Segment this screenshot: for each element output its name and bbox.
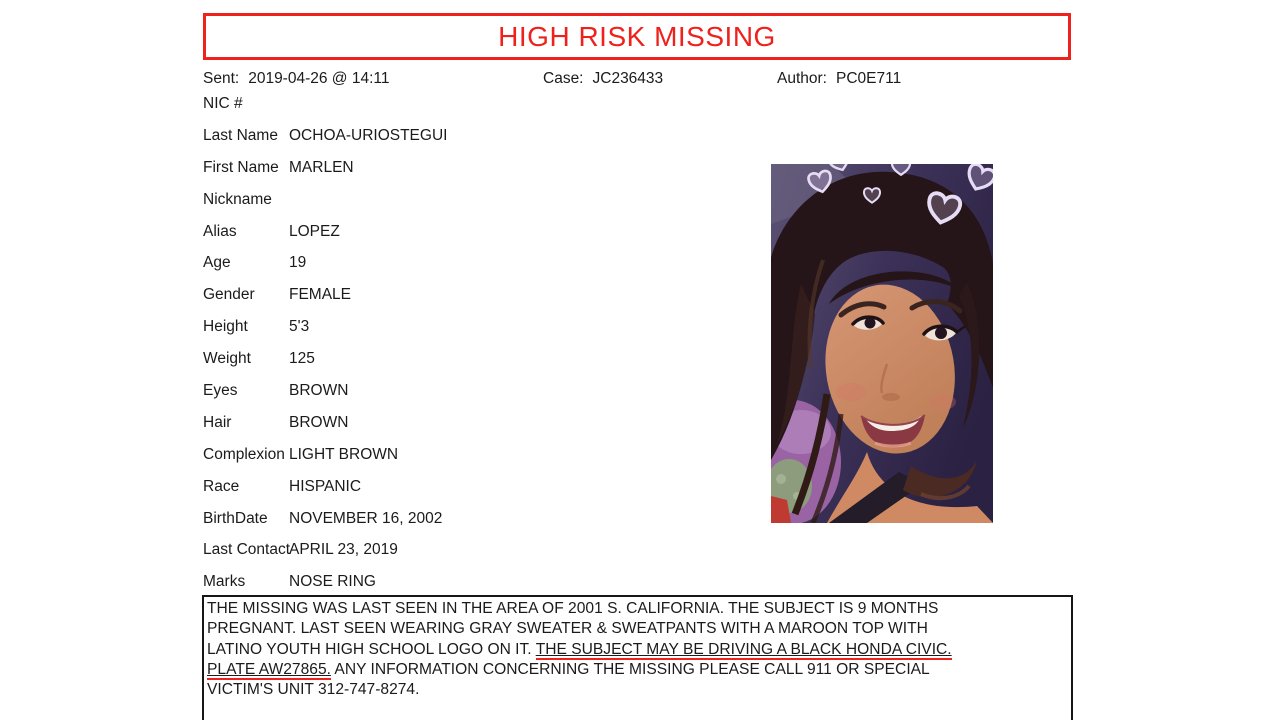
field-row <box>203 184 763 216</box>
field-value: APRIL 23, 2019 <box>289 541 398 559</box>
field-row <box>203 439 763 471</box>
field-value: 125 <box>289 350 315 368</box>
field-value: BROWN <box>289 381 349 399</box>
field-label: Weight <box>203 350 251 368</box>
missing-person-photo <box>771 164 993 523</box>
meta-sent <box>203 70 389 88</box>
field-label: NIC # <box>203 94 243 112</box>
field-row <box>203 471 763 503</box>
field-row <box>203 311 763 343</box>
field-value: OCHOA-URIOSTEGUI <box>289 126 448 144</box>
field-label: Race <box>203 477 240 495</box>
field-row <box>203 566 763 598</box>
field-value: 5'3 <box>289 318 310 336</box>
description-line <box>207 619 1071 639</box>
description-line <box>207 640 1071 660</box>
sent-label: Sent: <box>203 70 240 87</box>
field-row <box>203 88 763 120</box>
description-line <box>207 680 1071 700</box>
description-segment: PLATE AW27865. <box>207 661 331 681</box>
author-label: Author: <box>777 70 827 87</box>
field-value: LOPEZ <box>289 222 340 240</box>
field-label: Last Name <box>203 126 278 144</box>
case-value: JC236433 <box>592 70 664 87</box>
field-label: Marks <box>203 573 246 591</box>
description-segment: THE SUBJECT MAY BE DRIVING A BLACK HONDA CIVIC. <box>536 641 952 661</box>
field-row <box>203 279 763 311</box>
field-row <box>203 216 763 248</box>
high-risk-banner <box>203 13 1071 60</box>
field-label: BirthDate <box>203 509 268 527</box>
field-value: 19 <box>289 254 307 272</box>
description-segment: PREGNANT. LAST SEEN WEARING GRAY SWEATER & SWEATPANTS WITH A MAROON TOP WITH <box>207 620 928 638</box>
case-label: Case: <box>543 70 584 87</box>
meta-author <box>777 70 901 88</box>
field-value: NOVEMBER 16, 2002 <box>289 509 443 527</box>
description-segment: ANY INFORMATION CONCERNING THE MISSING PLEASE CALL 911 OR SPECIAL <box>330 660 930 678</box>
description-segment: LATINO YOUTH HIGH SCHOOL LOGO ON IT. <box>207 640 536 658</box>
field-value: HISPANIC <box>289 477 362 495</box>
field-value: NOSE RING <box>289 573 376 591</box>
sent-value: 2019-04-26 @ 14:11 <box>248 70 390 87</box>
description-segment: VICTIM'S UNIT 312-747-8274. <box>207 681 420 699</box>
description-line <box>207 599 1071 619</box>
meta-case <box>543 70 663 88</box>
field-label: Complexion <box>203 445 285 463</box>
description-segment: THE MISSING WAS LAST SEEN IN THE AREA OF 2001 S. CALIFORNIA. THE SUBJECT IS 9 MONTHS <box>207 600 939 617</box>
field-row <box>203 247 763 279</box>
field-label: Age <box>203 254 231 272</box>
field-label: Last Contact <box>203 541 291 559</box>
field-row <box>203 120 763 152</box>
author-value: PC0E711 <box>835 70 902 87</box>
description-text <box>207 599 1071 700</box>
fields-list <box>203 88 763 598</box>
field-value: MARLEN <box>289 158 354 176</box>
field-row <box>203 343 763 375</box>
field-label: Hair <box>203 413 232 431</box>
field-label: Eyes <box>203 381 238 399</box>
field-row <box>203 407 763 439</box>
field-row <box>203 375 763 407</box>
field-row <box>203 152 763 184</box>
missing-person-photo-illustration <box>771 164 993 523</box>
field-value: BROWN <box>289 413 349 431</box>
field-value: FEMALE <box>289 286 352 304</box>
field-label: Height <box>203 318 248 336</box>
field-label: First Name <box>203 158 279 176</box>
field-row <box>203 534 763 566</box>
field-label: Alias <box>203 222 237 240</box>
description-line <box>207 660 1071 680</box>
field-row <box>203 503 763 535</box>
field-label: Nickname <box>203 190 272 208</box>
description-box <box>202 595 1073 720</box>
field-value: LIGHT BROWN <box>289 445 399 463</box>
field-label: Gender <box>203 286 255 304</box>
banner-title: HIGH RISK MISSING <box>498 20 776 52</box>
